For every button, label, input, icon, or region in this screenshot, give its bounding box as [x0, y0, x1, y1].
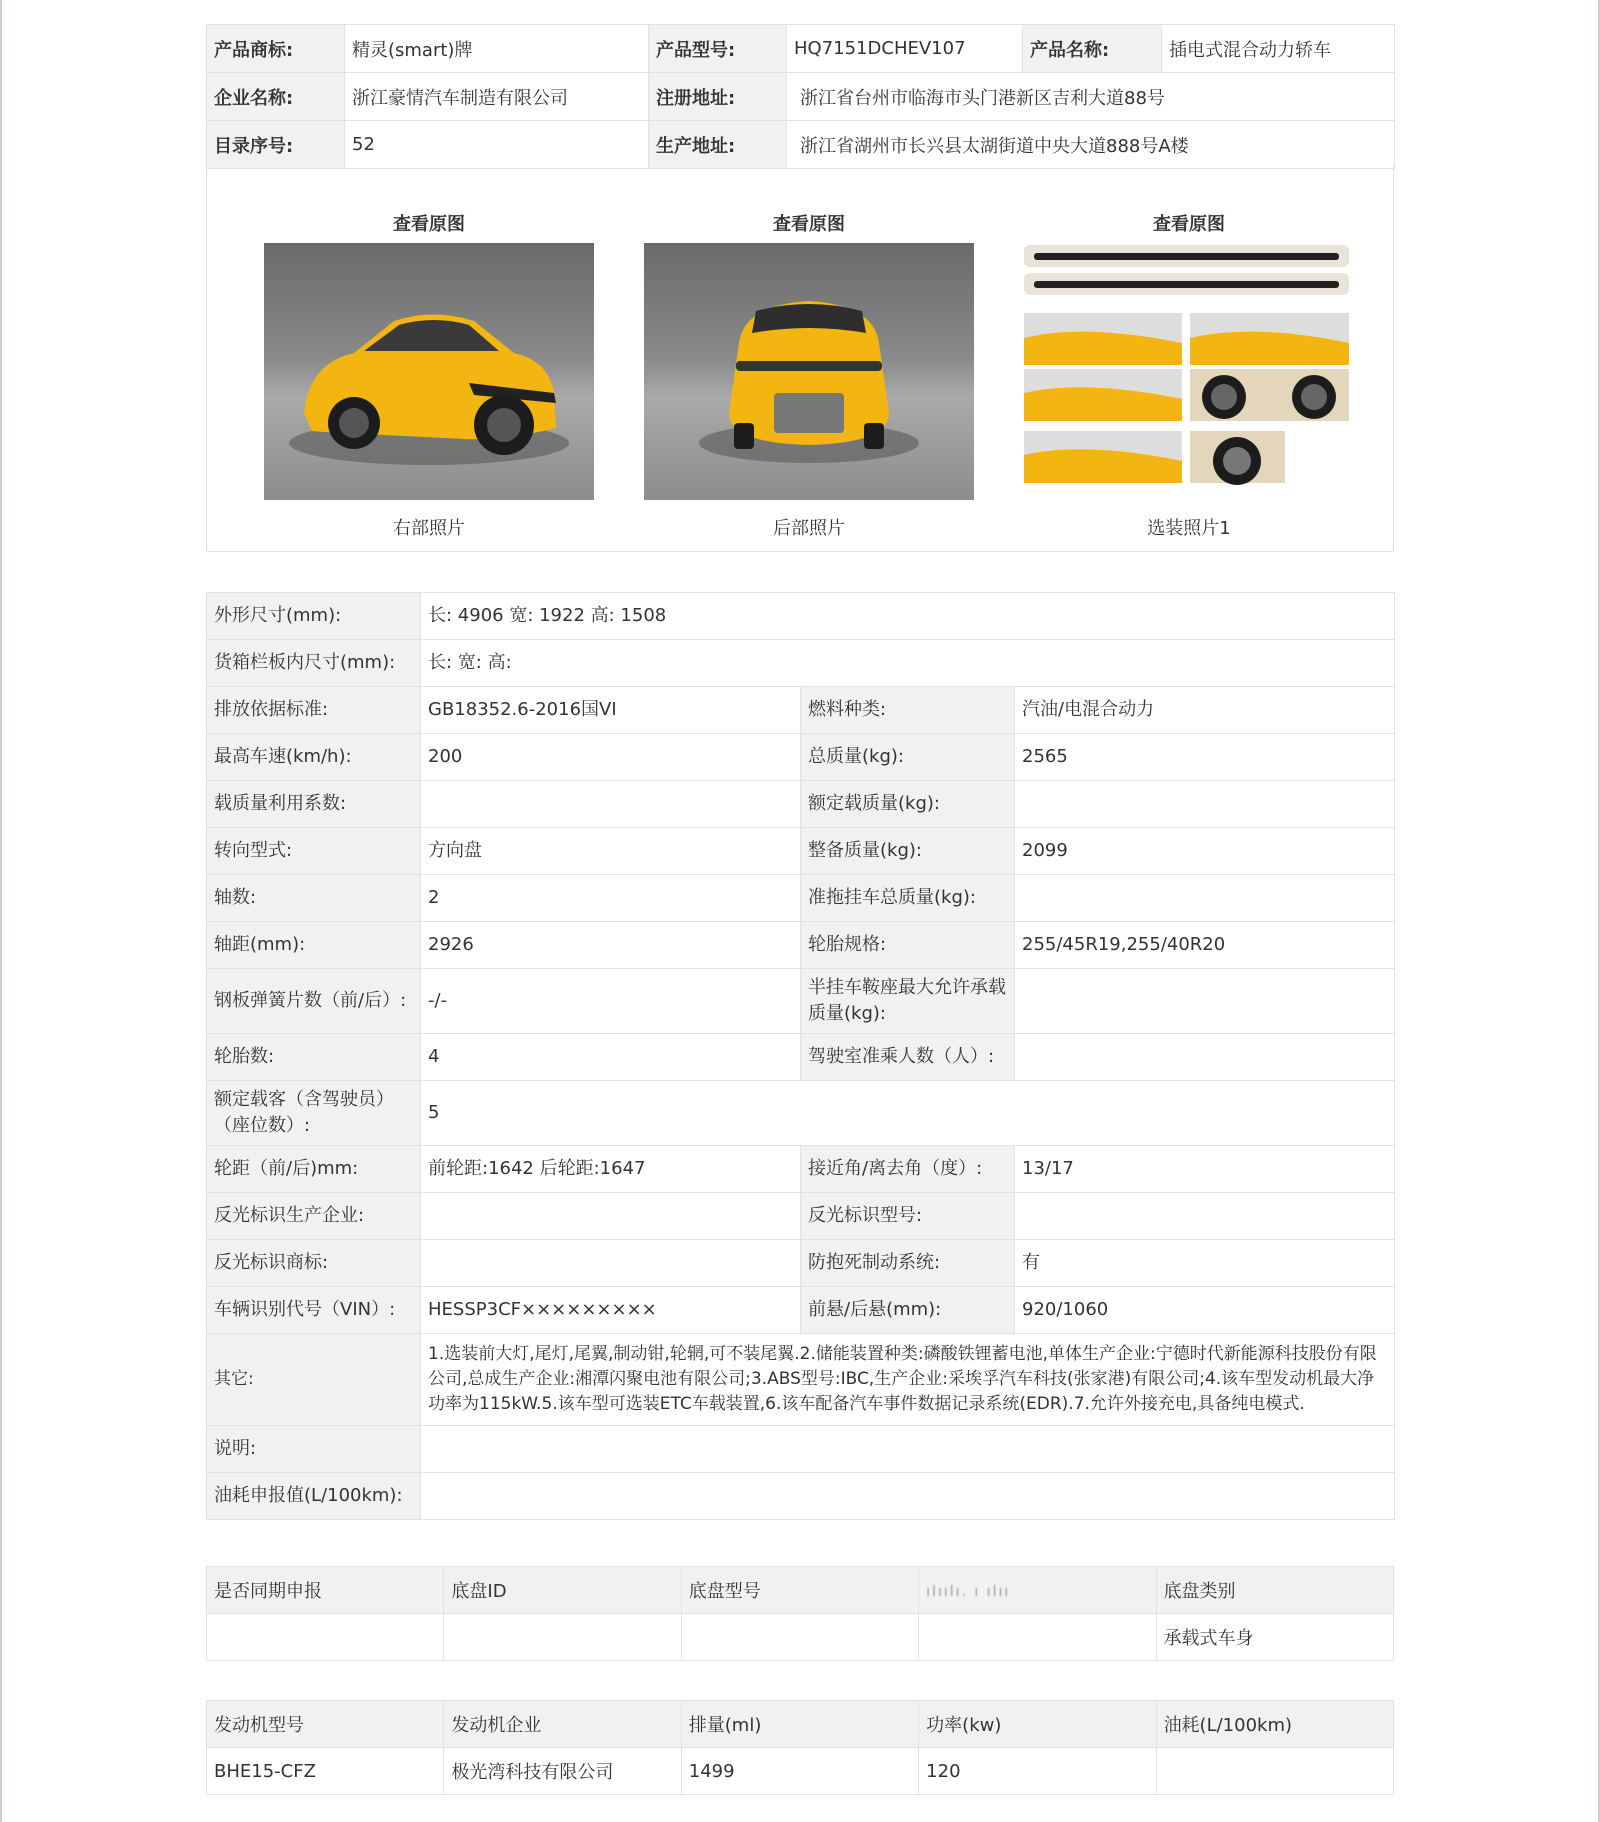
- spec-section: [206, 592, 1394, 1520]
- spec-label: 轴距(mm):: [207, 922, 421, 969]
- spec-value: 前轮距:1642 后轮距:1647: [421, 1146, 801, 1193]
- view-original-link[interactable]: 查看原图: [1153, 214, 1225, 235]
- spec-label: 额定载质量(kg):: [801, 781, 1015, 828]
- spec-value: 13/17: [1015, 1146, 1395, 1193]
- other-label: 其它:: [207, 1334, 421, 1426]
- spec-value: [1015, 875, 1395, 922]
- registered-address-value: 浙江省台州市临海市头门港新区吉利大道88号: [787, 73, 1395, 121]
- spec-value: [421, 1193, 801, 1240]
- spec-row: [207, 1146, 1395, 1193]
- catalog-number-value: 52: [345, 121, 649, 169]
- chassis-header-cell: 底盘类别: [1156, 1567, 1393, 1614]
- spec-value: [421, 781, 801, 828]
- spec-row: [207, 1287, 1395, 1334]
- spec-row: [207, 1240, 1395, 1287]
- other-value: 1.选装前大灯,尾灯,尾翼,制动钳,轮辋,可不装尾翼.2.储能装置种类:磷酸铁锂蓄电池,单体生产企业:宁德时代新能源科技股份有限公司,总成生产企业:湘潭闪聚电池有限公司;3.ABS型号:IBC,生产企业:采埃孚汽车科技(张家港)有限公司;4.该车型发动机最大净功率为115kW.5.该车型可选装ETC车载装置,6.该车配备汽车事件数据记录系统(EDR).7.允许外接充电,具备纯电模式.: [421, 1334, 1395, 1426]
- spec-label: 准拖挂车总质量(kg):: [801, 875, 1015, 922]
- fuel-consumption-value: [421, 1473, 1395, 1520]
- production-address-label: 生产地址:: [649, 121, 787, 169]
- photo-optional-1: [1024, 210, 1354, 540]
- header-row: [207, 73, 1395, 121]
- spec-value: 汽油/电混合动力: [1015, 687, 1395, 734]
- rear-photo[interactable]: [644, 243, 974, 500]
- right-side-photo[interactable]: [264, 243, 594, 500]
- chassis-section: [206, 1566, 1394, 1661]
- engine-section: [206, 1700, 1394, 1795]
- spec-value: 200: [421, 734, 801, 781]
- spec-label: 反光标识型号:: [801, 1193, 1015, 1240]
- spec-value: 2: [421, 875, 801, 922]
- spec-label: 总质量(kg):: [801, 734, 1015, 781]
- engine-header-cell: 发动机企业: [444, 1701, 681, 1748]
- cargo-dimensions-value: 长: 宽: 高:: [421, 640, 1395, 687]
- spec-label: 最高车速(km/h):: [207, 734, 421, 781]
- spec-label: 防抱死制动系统:: [801, 1240, 1015, 1287]
- photo-rear: [644, 210, 974, 540]
- car-rear-image: [644, 243, 974, 500]
- car-right-side-image: [264, 243, 594, 500]
- brand-label: 产品商标:: [207, 25, 345, 73]
- spec-label: 接近角/离去角（度）:: [801, 1146, 1015, 1193]
- photo-right-side: [264, 210, 594, 540]
- chassis-cell: [207, 1614, 444, 1661]
- view-original-link[interactable]: 查看原图: [393, 214, 465, 235]
- production-address-value: 浙江省湖州市长兴县太湖街道中央大道888号A楼: [787, 121, 1395, 169]
- engine-cell: BHE15-CFZ: [207, 1748, 444, 1795]
- fuel-consumption-label: 油耗申报值(L/100km):: [207, 1473, 421, 1520]
- engine-cell: 120: [919, 1748, 1156, 1795]
- photo-caption: 选装照片1: [1147, 518, 1231, 539]
- engine-header-cell: 功率(kw): [919, 1701, 1156, 1748]
- chassis-cell: [444, 1614, 681, 1661]
- chassis-cell: [919, 1614, 1156, 1661]
- note-value: [421, 1426, 1395, 1473]
- spec-value: 2565: [1015, 734, 1395, 781]
- engine-header-row: [207, 1701, 1394, 1748]
- spec-row: [207, 828, 1395, 875]
- model-value: HQ7151DCHEV107: [787, 25, 1023, 73]
- spec-label: 轮胎规格:: [801, 922, 1015, 969]
- photo-caption: 后部照片: [773, 518, 845, 539]
- spec-label: 反光标识商标:: [207, 1240, 421, 1287]
- chassis-header-cell: 底盘ID: [444, 1567, 681, 1614]
- spec-row: [207, 922, 1395, 969]
- model-label: 产品型号:: [649, 25, 787, 73]
- spec-row: [207, 1193, 1395, 1240]
- spec-row: [207, 969, 1395, 1034]
- spec-value: [1015, 1193, 1395, 1240]
- chassis-data-row: [207, 1614, 1394, 1661]
- seats-label: 额定载客（含驾驶员）（座位数）:: [207, 1081, 421, 1146]
- engine-header-cell: 油耗(L/100km): [1156, 1701, 1393, 1748]
- obscured-text: ılıılı. ı ılıı: [926, 1583, 1011, 1600]
- spec-value: 2926: [421, 922, 801, 969]
- header-row: [207, 25, 1395, 73]
- chassis-cell: [681, 1614, 918, 1661]
- spec-value: GB18352.6-2016国VI: [421, 687, 801, 734]
- chassis-cell: 承载式车身: [1156, 1614, 1393, 1661]
- view-original-link[interactable]: 查看原图: [773, 214, 845, 235]
- spec-row: [207, 687, 1395, 734]
- spec-label: 轴数:: [207, 875, 421, 922]
- note-label: 说明:: [207, 1426, 421, 1473]
- spec-value: 920/1060: [1015, 1287, 1395, 1334]
- spec-label: 钢板弹簧片数（前/后）:: [207, 969, 421, 1034]
- spec-label: 半挂车鞍座最大允许承载质量(kg):: [801, 969, 1015, 1034]
- spec-row: [207, 875, 1395, 922]
- spec-value: 2099: [1015, 828, 1395, 875]
- spec-value: 有: [1015, 1240, 1395, 1287]
- optional-photo[interactable]: [1024, 243, 1354, 500]
- spec-row: [207, 1034, 1395, 1081]
- engine-header-cell: 发动机型号: [207, 1701, 444, 1748]
- spec-label: 轮距（前/后)mm:: [207, 1146, 421, 1193]
- spec-label: 反光标识生产企业:: [207, 1193, 421, 1240]
- chassis-header-cell: 是否同期申报: [207, 1567, 444, 1614]
- header-row: [207, 121, 1395, 169]
- catalog-number-label: 目录序号:: [207, 121, 345, 169]
- spec-label: 整备质量(kg):: [801, 828, 1015, 875]
- spec-row: [207, 734, 1395, 781]
- spec-value: -/-: [421, 969, 801, 1034]
- registered-address-label: 注册地址:: [649, 73, 787, 121]
- engine-cell: 1499: [681, 1748, 918, 1795]
- dimensions-label: 外形尺寸(mm):: [207, 593, 421, 640]
- chassis-header-cell: 底盘型号: [681, 1567, 918, 1614]
- spec-label: 车辆识别代号（VIN）:: [207, 1287, 421, 1334]
- engine-cell: [1156, 1748, 1393, 1795]
- spec-row: [207, 781, 1395, 828]
- spec-label: 轮胎数:: [207, 1034, 421, 1081]
- photo-caption: 右部照片: [393, 518, 465, 539]
- seats-value: 5: [421, 1081, 1395, 1146]
- spec-value: [1015, 1034, 1395, 1081]
- product-header: [206, 24, 1394, 169]
- spec-value: [1015, 781, 1395, 828]
- company-label: 企业名称:: [207, 73, 345, 121]
- spec-value: 方向盘: [421, 828, 801, 875]
- spec-value: 4: [421, 1034, 801, 1081]
- engine-data-row: [207, 1748, 1394, 1795]
- photo-gallery: [206, 166, 1394, 552]
- spec-label: 转向型式:: [207, 828, 421, 875]
- spec-value: [1015, 969, 1395, 1034]
- dimensions-value: 长: 4906 宽: 1922 高: 1508: [421, 593, 1395, 640]
- chassis-header-cell-obscured: [919, 1567, 1156, 1614]
- spec-label: 前悬/后悬(mm):: [801, 1287, 1015, 1334]
- spec-value: 255/45R19,255/40R20: [1015, 922, 1395, 969]
- spec-label: 驾驶室准乘人数（人）:: [801, 1034, 1015, 1081]
- chassis-header-row: [207, 1567, 1394, 1614]
- page-frame-left: [0, 0, 2, 1822]
- spec-row: [207, 1426, 1395, 1473]
- spec-row: [207, 1334, 1395, 1426]
- spec-label: 燃料种类:: [801, 687, 1015, 734]
- engine-header-cell: 排量(ml): [681, 1701, 918, 1748]
- spec-row: [207, 1081, 1395, 1146]
- optional-parts-collage-image: [1024, 243, 1354, 500]
- spec-row: [207, 1473, 1395, 1520]
- product-name-label: 产品名称:: [1023, 25, 1162, 73]
- spec-label: 排放依据标准:: [207, 687, 421, 734]
- brand-value: 精灵(smart)牌: [345, 25, 649, 73]
- company-value: 浙江豪情汽车制造有限公司: [345, 73, 649, 121]
- spec-label: 载质量利用系数:: [207, 781, 421, 828]
- cargo-dimensions-label: 货箱栏板内尺寸(mm):: [207, 640, 421, 687]
- product-name-value: 插电式混合动力轿车: [1162, 25, 1395, 73]
- spec-value: HESSP3CF×××××××××: [421, 1287, 801, 1334]
- engine-cell: 极光湾科技有限公司: [444, 1748, 681, 1795]
- spec-value: [421, 1240, 801, 1287]
